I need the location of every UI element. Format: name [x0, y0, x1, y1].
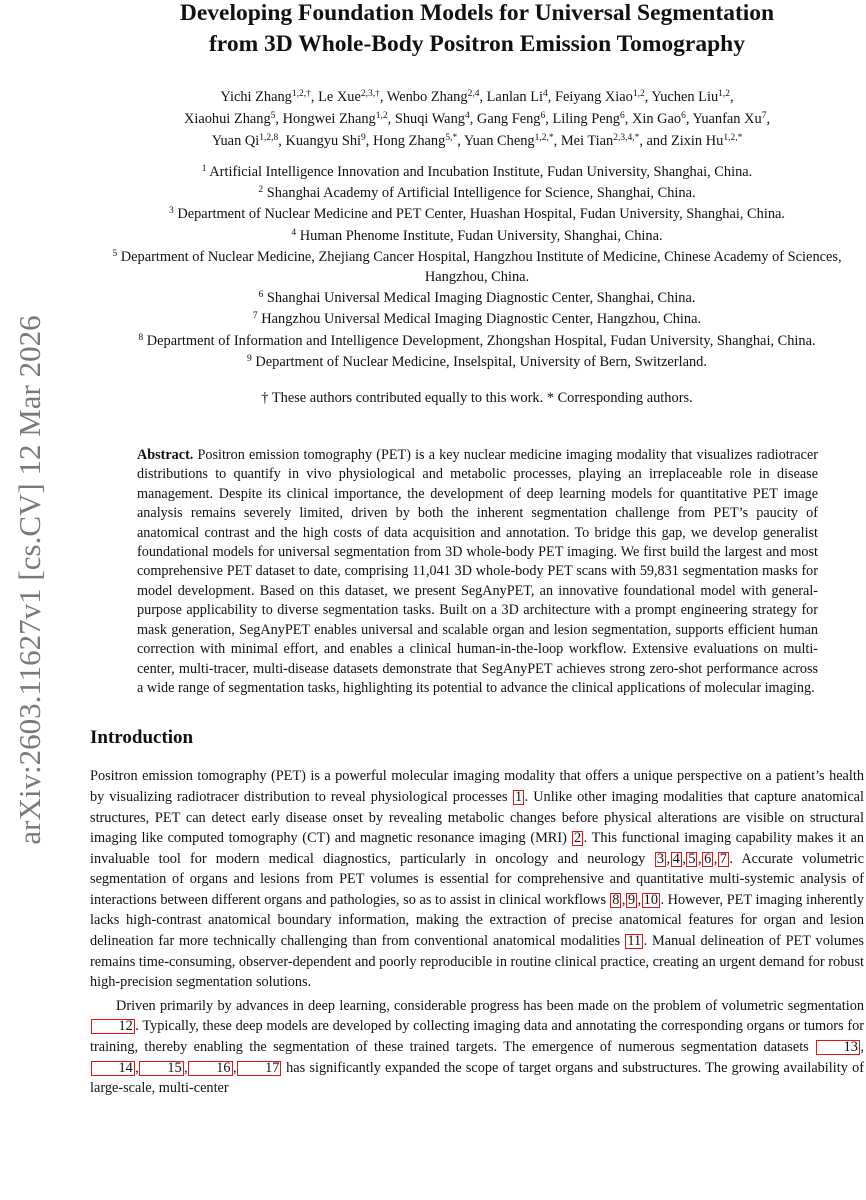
- citation-link[interactable]: 11: [627, 933, 642, 950]
- author-affiliation-marks: 1,2,*: [723, 133, 743, 143]
- author-affiliation-marks: 1,2,†: [291, 89, 311, 99]
- affiliation-item: [90, 331, 864, 351]
- author-name: Liling Peng: [552, 111, 620, 127]
- author-name: Xin Gao: [631, 111, 682, 127]
- author-name: Hongwei Zhang: [282, 111, 376, 127]
- author-name: Feiyang Xiao: [554, 89, 633, 105]
- author-affiliation-marks: 9: [361, 133, 366, 143]
- author-line: Yichi Zhang$^{1,2,\dagger}$, Le Xue$^{2,3,\dagger}$, Wenbo Zhang$^{2,4}$, Lanlan Li$^4$, Feiyang Xiao$^{1,2}$, Yuchen Liu$^{1,2}$,: [220, 89, 734, 105]
- affiliation-item: [90, 162, 864, 182]
- author-name: Zixin Hu: [670, 133, 724, 149]
- citation-link[interactable]: 4: [672, 850, 680, 867]
- author-name: Mei Tian: [560, 133, 614, 149]
- contribution-note: † These authors contributed equally to this work. * Corresponding authors.: [261, 390, 693, 407]
- author-affiliation-marks: 2,3,4,*: [613, 133, 640, 143]
- author-name: Yichi Zhang: [220, 89, 292, 105]
- author-name: Lanlan Li: [486, 89, 543, 105]
- author-affiliation-marks: 5,*: [445, 133, 458, 143]
- body-paragraph: Positron emission tomography (PET) is a powerful molecular imaging modality that offers a unique perspective on a patient’s health by visualizing radiotracer distribution to reveal physiological processes 1 . Unlike other imaging modalities that capture anatomical structures, PET can detect early disease onset by revealing metabolic changes before physical alterations are visible on structural imaging like computed tomography (CT) and magnetic resonance imaging (MRI) 2 . This functional imaging capability makes it an invaluable tool for modern medical diagnostics, particularly in oncology and neurology 3 , 4 , 5 , 6 , 7 . Accurate volumetric segmentation of organs and lesions from PET volumes is essential for comprehensive and quantitative multi-systemic analysis of interactions between different organs and pathologies, so as to assist in clinical workflows 8 , 9 , 10 . However, PET imaging inherently lacks high-contrast anatomical boundary information, making the extraction of precise anatomical features for organ and lesion delineation far more technically challenging than from conventional anatomical modalities 11 . Manual delineation of PET volumes remains time-consuming, observer-dependent and poorly reproducible in routine clinical practice, creating an urgent demand for robust high-precision segmentation solutions.: [90, 768, 864, 991]
- author-line: Xiaohui Zhang$^5$, Hongwei Zhang$^{1,2}$, Shuqi Wang$^4$, Gang Feng$^6$, Liling Peng$^6$, Xin Gao$^6$, Yuanfan Xu$^7$,: [183, 111, 771, 127]
- body-text: . This functional imaging capability makes it an invaluable tool for modern medical diagnostics, particularly in oncology and neurology: [90, 830, 864, 867]
- body-text: Driven primarily by advances in deep learning, considerable progress has been made on the problem of volumetric segmentation: [116, 997, 864, 1014]
- citation-link[interactable]: 9: [627, 891, 636, 908]
- body-paragraph: Driven primarily by advances in deep learning, considerable progress has been made on the problem of volumetric segmentation 12 . Typically, these deep models are developed by collecting imaging data and annotating the corresponding organs or tumors for training, thereby enabling the segmentation of these trained targets. The emergence of numerous segmentation datasets 13 ,14 , 15 , 16 , 17 has significantly expanded the scope of target organs and substructures. The growing availability of large-scale, multi-center: [90, 997, 864, 1097]
- introduction-body: [90, 766, 864, 1099]
- citation-link[interactable]: 12: [91, 1019, 135, 1034]
- author-name: Wenbo Zhang: [386, 89, 468, 105]
- citation-link[interactable]: 5: [688, 850, 696, 867]
- affiliation-text: Department of Nuclear Medicine and PET Center, Huashan Hospital, Fudan University, Shanghai, China.: [177, 206, 786, 223]
- affiliation-number: 8: [138, 332, 144, 343]
- affiliation-number: 7: [252, 311, 258, 322]
- citation-link[interactable]: 7: [719, 850, 727, 867]
- author-affiliation-marks: 4: [464, 111, 470, 121]
- author-name: Kuangyu Shi: [285, 133, 362, 149]
- affiliation-item: [90, 204, 864, 224]
- paper-page: [90, 0, 864, 1099]
- author-name: Hong Zhang: [372, 133, 446, 149]
- body-text: Positron emission tomography (PET) is a powerful molecular imaging modality that offers a unique perspective on a patient’s health by visualizing radiotracer distribution to reveal physiological processes: [90, 768, 864, 805]
- citation-link[interactable]: 2: [574, 830, 582, 847]
- author-name: Le Xue: [318, 89, 361, 105]
- body-text: . Typically, these deep models are developed by collecting imaging data and annotating the corresponding organs or tumors for training, thereby enabling the segmentation of these trained targets. The emergence of numerous segmentation datasets: [90, 1018, 864, 1056]
- author-affiliation-marks: 2,3,†: [360, 89, 380, 99]
- author-name: Yuan Cheng: [463, 133, 535, 149]
- citation-link[interactable]: 10: [643, 891, 658, 908]
- citation-link[interactable]: 1: [515, 788, 523, 805]
- affiliation-text: Artificial Intelligence Innovation and Incubation Institute, Fudan University, Shanghai, China.: [209, 164, 753, 180]
- affiliation-text: Department of Nuclear Medicine, Zhejiang Cancer Hospital, Hangzhou Institute of Medicine, Chinese Academy of Sciences, Hangzhou, China.: [120, 248, 842, 286]
- affiliation-text: Shanghai Academy of Artificial Intelligence for Science, Shanghai, China.: [266, 185, 696, 202]
- author-affiliation-marks: 1,2: [718, 89, 731, 99]
- author-affiliation-marks: 6: [681, 111, 686, 121]
- section-heading-introduction: Introduction: [90, 727, 194, 749]
- affiliation-text: Hangzhou Universal Medical Imaging Diagnostic Center, Hangzhou, China.: [261, 311, 702, 328]
- affiliation-number: 3: [168, 206, 174, 217]
- affiliation-item: [90, 309, 864, 329]
- author-name: Xiaohui Zhang: [183, 111, 271, 127]
- affiliation-item: [90, 226, 864, 246]
- author-name: Yuanfan Xu: [692, 111, 762, 127]
- citation-link[interactable]: 8: [612, 891, 620, 908]
- author-affiliation-marks: 2,4: [467, 89, 480, 99]
- author-affiliation-marks: 7: [761, 111, 767, 121]
- author-conjunction: and: [646, 133, 671, 149]
- author-affiliation-marks: 1,2: [632, 89, 645, 99]
- arxiv-margin-stamp: [0, 0, 60, 1200]
- abstract-label: Abstract.: [137, 447, 194, 464]
- author-affiliation-marks: 1,2,*: [534, 133, 554, 143]
- affiliation-number: 5: [112, 248, 118, 259]
- abstract: [137, 446, 818, 698]
- title-line-2: from 3D Whole-Body Positron Emission Tomography: [208, 31, 745, 57]
- affiliation-number: 2: [258, 185, 264, 196]
- citation-link[interactable]: 3: [656, 850, 665, 867]
- affiliation-text: Department of Information and Intelligence Development, Zhongshan Hospital, Fudan University, Shanghai, China.: [146, 332, 816, 349]
- arxiv-identifier: arXiv:2603.11627v1 [cs.CV] 12 Mar 2026: [12, 315, 47, 845]
- author-name: Yuan Qi: [211, 133, 260, 149]
- author-name: Gang Feng: [476, 111, 541, 127]
- citation-link[interactable]: 15: [139, 1061, 183, 1076]
- citation-link[interactable]: 16: [188, 1061, 232, 1076]
- author-affiliation-marks: 5: [270, 111, 276, 121]
- body-text: . Unlike other imaging modalities that capture anatomical structures, PET can detect early disease onset by revealing metabolic changes before physical alterations are visible on structural imaging like computed tomography (CT) and magnetic resonance imaging (MRI): [90, 788, 864, 847]
- author-affiliation-marks: 1,2: [375, 111, 388, 121]
- affiliation-item: [90, 247, 864, 287]
- affiliation-number: 4: [291, 227, 297, 238]
- paper-title: [90, 0, 864, 60]
- affiliation-item: [90, 352, 864, 372]
- author-name: Shuqi Wang: [394, 111, 465, 127]
- affiliation-text: Department of Nuclear Medicine, Inselspital, University of Bern, Switzerland.: [255, 353, 707, 370]
- affiliation-number: 1: [201, 164, 207, 174]
- body-text: . However, PET imaging inherently lacks high-contrast anatomical boundary information, making the extraction of precise anatomical features for organ and lesion delineation far more technically challenging than from conventional anatomical modalities: [90, 891, 864, 950]
- author-affiliation-marks: 4: [542, 89, 548, 99]
- author-affiliation-marks: 6: [540, 111, 546, 121]
- citation-link[interactable]: 14: [91, 1061, 135, 1076]
- body-text: has significantly expanded the scope of target organs and substructures. The growing availability of large-scale, multi-center: [90, 1059, 864, 1097]
- author-affiliation-marks: 6: [620, 111, 625, 121]
- affiliation-number: 6: [258, 290, 264, 301]
- affiliation-list: [90, 162, 864, 372]
- affiliation-item: [90, 183, 864, 203]
- citation-link[interactable]: 13: [816, 1040, 860, 1055]
- author-name: Yuchen Liu: [651, 89, 719, 105]
- author-line: Yuan Qi$^{1,2,8}$, Kuangyu Shi$^9$, Hong Zhang$^{5,*}$, Yuan Cheng$^{1,2,*}$, Mei Tian$^{2,3,4,*}$, and Zixin $Hu^{1,2,*}$: [211, 133, 743, 149]
- author-list: [90, 86, 864, 152]
- body-text: . Accurate volumetric segmentation of organs and lesions from PET volumes is essential for comprehensive and quantitative multi-systemic analysis of interactions between different organs and pathologies, so as to assist in clinical workflows: [90, 850, 864, 908]
- citation-link[interactable]: 6: [704, 850, 712, 867]
- author-affiliation-marks: 1,2,8: [259, 133, 279, 143]
- affiliation-text: Shanghai Universal Medical Imaging Diagnostic Center, Shanghai, China.: [266, 290, 696, 307]
- affiliation-item: [90, 288, 864, 308]
- title-line-1: Developing Foundation Models for Universal Segmentation: [179, 0, 775, 26]
- affiliation-text: Human Phenome Institute, Fudan University, Shanghai, China.: [299, 227, 663, 244]
- citation-link[interactable]: 17: [237, 1061, 281, 1076]
- affiliation-number: 9: [247, 353, 252, 364]
- body-text: . Manual delineation of PET volumes remains time-consuming, observer-dependent and poorly reproducible in routine clinical practice, creating an urgent demand for robust high-precision segmentation solutions.: [90, 933, 864, 991]
- abstract-text: Positron emission tomography (PET) is a key nuclear medicine imaging modality that visualizes radiotracer distributions to quantify in vivo physiological and metabolic processes, playing an irreplaceable role in disease management. Despite its clinical importance, the development of deep learning models for quantitative PET image analysis remains severely limited, driven by both the inherent segmentation challenge from PET’s paucity of anatomical contrast and the high costs of data acquisition and annotation. To bridge this gap, we develop generalist foundational models for universal segmentation from 3D whole-body PET imaging. We first build the largest and most comprehensive PET dataset to date, comprising 11,041 3D whole-body PET scans with 59,831 segmentation masks for model development. Based on this dataset, we present SegAnyPET, an innovative foundational model with general-purpose applicability to diverse segmentation tasks. Built on a 3D architecture with a prompt engineering strategy for mask generation, SegAnyPET enables universal and scalable organ and lesion segmentation, supports efficient human correction with minimal effort, and enables a clinical human-in-the-loop workflow. Extensive evaluations on multi-center, multi-tracer, multi-disease datasets demonstrate that SegAnyPET achieves strong zero-shot performance across a wide range of segmentation tasks, highlighting its potential to advance the clinical applications of molecular imaging.: [137, 447, 819, 696]
